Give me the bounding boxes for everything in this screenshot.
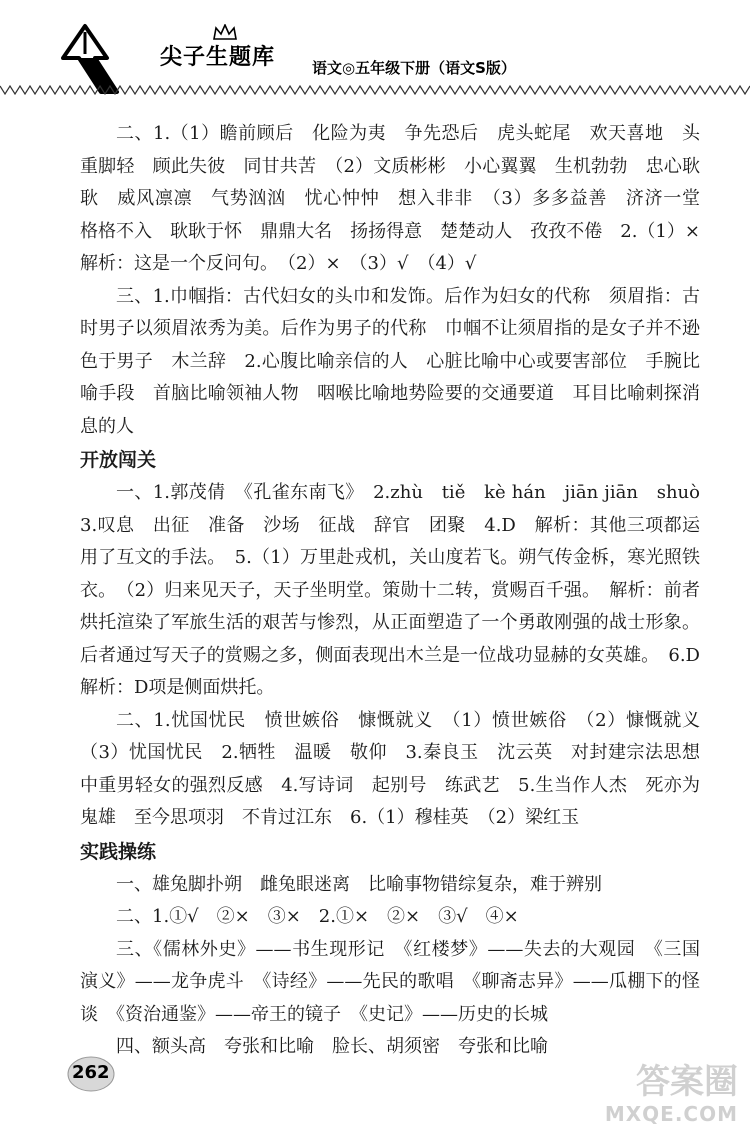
answer-paragraph: 一、雄兔脚扑朔 雌兔眼迷离 比喻事物错综复杂，难于辨别	[116, 873, 602, 895]
answer-paragraph: 三、《儒林外史》——书生现形记 《红楼梦》——失去的大观园 《三国演义》——龙争虎斗 《诗经》——先民的歌唱 《聊斋志异》——瓜棚下的怪谈 《资治通鉴》——帝王的镜子 《史记》——历史的长城	[80, 938, 700, 1025]
page-header	[0, 0, 750, 105]
zigzag-divider	[0, 84, 750, 96]
answer-paragraph: 三、1.巾帼指：古代妇女的头巾和发饰。后作为妇女的代称 须眉指：古时男子以须眉浓秀为美。后作为男子的代称 巾帼不让须眉指的是女子并不逊色于男子 木兰辞 2.心腹比喻亲信的人 心脏比喻中心或要害部位 手腕比喻手段 首脑比喻领袖人物 咽喉比喻地势险要的交通要道 耳目比喻刺探消息的人	[80, 285, 700, 437]
answer-paragraph: 四、额头高 夸张和比喻 脸长、胡须密 夸张和比喻	[116, 1036, 548, 1057]
site-watermark	[588, 1062, 738, 1132]
answer-paragraph: 二、1.①√ ②× ③× 2.①× ②× ③√ ④×	[116, 906, 519, 927]
section-heading: 开放闯关	[80, 449, 157, 471]
answer-content	[80, 118, 718, 1064]
page-number: 262	[72, 1062, 110, 1083]
watermark-logo-text: 答案圈	[636, 1062, 738, 1102]
answer-paragraph: 二、1.忧国忧民 愤世嫉俗 慷慨就义 （1）愤世嫉俗 （2）慷慨就义 （3）忧国忧民 2.牺牲 温暖 敬仰 3.秦良玉 沈云英 对封建宗法思想中重男轻女的强烈反感 4.写诗词 起别号 练武艺 5.生当作人杰 死亦为鬼雄 至今思项羽 不肯过江东 6.（1）穆桂英 （2）梁红玉	[80, 709, 718, 828]
answer-paragraph: 一、1.郭茂倩 《孔雀东南飞》 2.zhù tiě kè hán jiān jiān shuò 3.叹息 出征 准备 沙场 征战 辞官 团聚 4.D 解析：其他三项都运用了互文的手法。 5.（1）万里赴戎机，关山度若飞。朔气传金柝，寒光照铁衣。 （2）归来见天子，天子坐明堂。策勋十二转，赏赐百千强。 解析：前者烘托渲染了军旅生活的艰苦与惨烈，从正面塑造了一个勇敢刚强的战士形象。后者通过写天子的赏赐之多，侧面表现出木兰是一位战功显赫的女英雄。 6.D 解析：D项是侧面烘托。	[80, 482, 718, 698]
brand-suffix: 题库	[229, 45, 276, 70]
brand-name: 尖子生	[160, 45, 230, 70]
answer-paragraph: 二、1.（1）瞻前顾后 化险为夷 争先恐后 虎头蛇尾 欢天喜地 头重脚轻 顾此失彼 同甘共苦 （2）文质彬彬 小心翼翼 生机勃勃 忠心耿耿 威风凛凛 气势汹汹 忧心忡忡 想入非非 （3）多多益善 济济一堂 格格不入 耿耿于怀 鼎鼎大名 扬扬得意 楚楚动人 孜孜不倦 2.（1）× 解析：这是一个反问句。 （2）× （3）√ （4）√	[80, 123, 718, 274]
watermark-url: MXQE.COM	[604, 1102, 738, 1126]
crown-icon	[213, 24, 237, 40]
brand-title	[160, 40, 275, 71]
subject-label: 语文◎五年级下册（语文S版）	[312, 59, 516, 77]
section-heading: 实践操练	[80, 840, 157, 863]
